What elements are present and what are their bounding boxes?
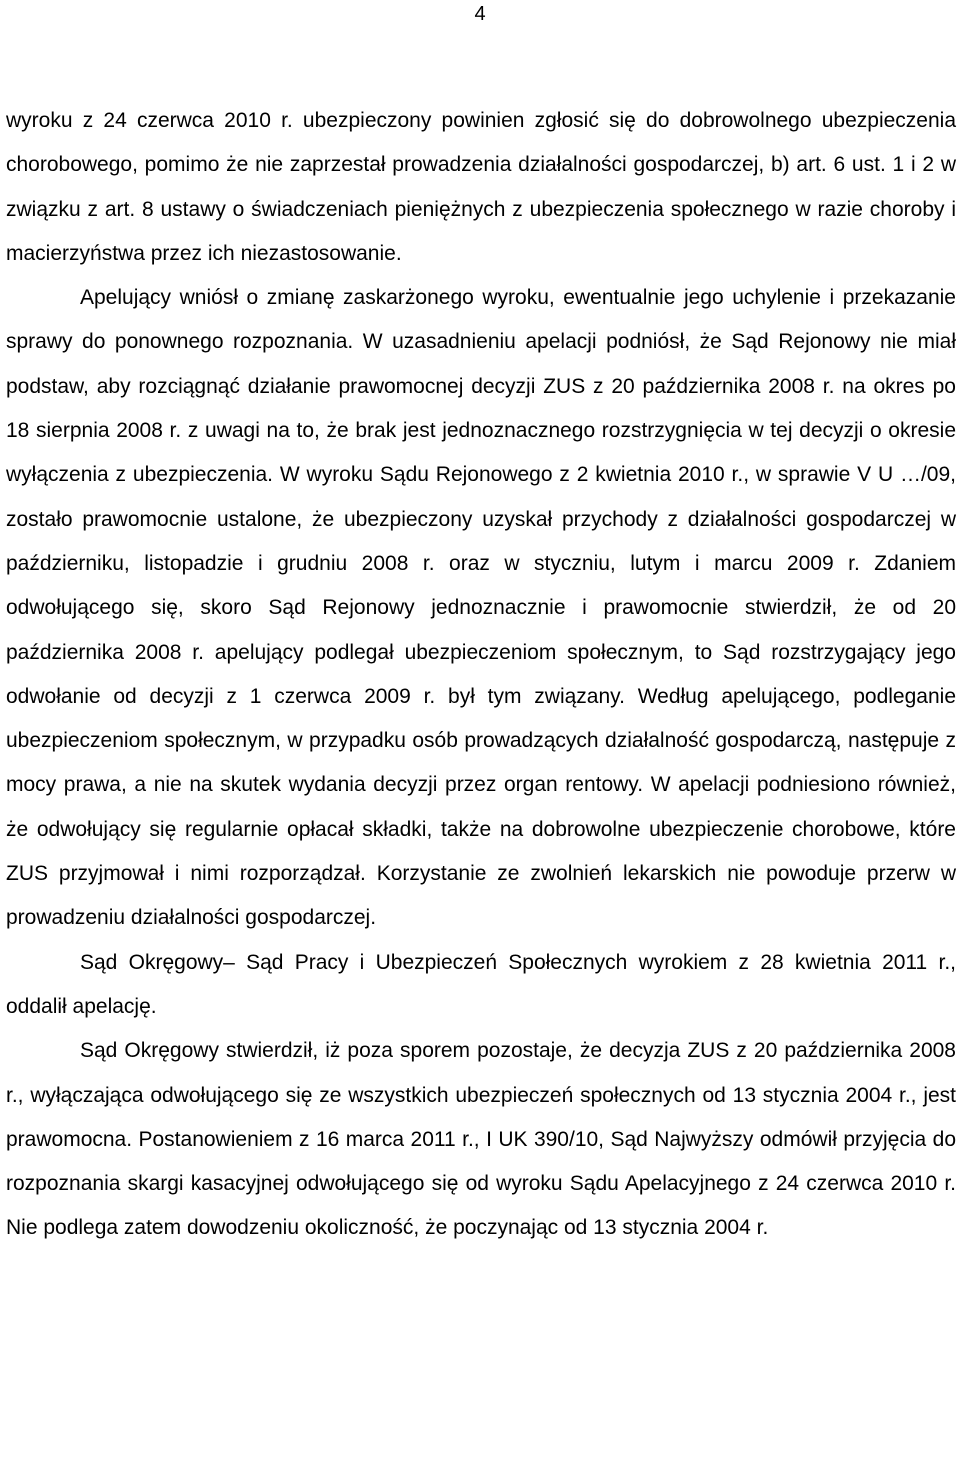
- paragraph-court-findings: Sąd Okręgowy stwierdził, iż poza sporem pozostaje, że decyzja ZUS z 20 października 2008 r., wyłączająca odwołującego się ze wszystkich ubezpieczeń społecznych od 13 stycznia 2004 r., jest prawomocna. Postanowieniem z 16 marca 2011 r., I UK 390/10, Sąd Najwyższy odmówił przyjęcia do rozpoznania skargi kasacyjnej odwołującego się od wyroku Sądu Apelacyjnego z 24 czerwca 2010 r. Nie podlega zatem dowodzeniu okoliczność, że poczynając od 13 stycznia 2004 r.: [6, 1039, 956, 1240]
- paragraph-appeal: Apelujący wniósł o zmianę zaskarżonego wyroku, ewentualnie jego uchylenie i przekazanie sprawy do ponownego rozpoznania. W uzasadnieniu apelacji podniósł, że Sąd Rejonowy nie miał podstaw, aby rozciągnąć działanie prawomocnej decyzji ZUS z 20 października 2008 r. na okres po 18 sierpnia 2008 r. z uwagi na to, że brak jest jednoznacznego rozstrzygnięcia w tej decyzji o okresie wyłączenia z ubezpieczenia. W wyroku Sądu Rejonowego z 2 kwietnia 2010 r., w sprawie V U …/09, zostało prawomocnie ustalone, że ubezpieczony uzyskał przychody z działalności gospodarczej w październiku, listopadzie i grudniu 2008 r. oraz w styczniu, lutym i marcu 2009 r. Zdaniem odwołującego się, skoro Sąd Rejonowy jednoznacznie i prawomocnie stwierdził, że od 20 października 2008 r. apelujący podlegał ubezpieczeniom społecznym, to Sąd rozstrzygający jego odwołanie od decyzji z 1 czerwca 2009 r. był tym związany. Według apelującego, podleganie ubezpieczeniom społecznym, w przypadku osób prowadzących działalność gospodarczą, następuje z mocy prawa, a nie na skutek wydania decyzji przez organ rentowy. W apelacji podniesiono również, że odwołujący się regularnie opłacał składki, także na dobrowolne ubezpieczenie chorobowe, które ZUS przyjmował i nimi rozporządzał. Korzystanie ze zwolnień lekarskich nie powoduje przerw w prowadzeniu działalności gospodarczej.: [6, 286, 956, 930]
- paragraph-continuation: wyroku z 24 czerwca 2010 r. ubezpieczony powinien zgłosić się do dobrowolnego ubezpieczenia chorobowego, pomimo że nie zaprzestał prowadzenia działalności gospodarczej, b) art. 6 ust. 1 i 2 w związku z art. 8 ustawy o świadczeniach pieniężnych z ubezpieczenia społecznego w razie choroby i macierzyństwa przez ich niezastosowanie.: [6, 109, 956, 265]
- paragraph-judgment: Sąd Okręgowy– Sąd Pracy i Ubezpieczeń Społecznych wyrokiem z 28 kwietnia 2011 r., oddalił apelację.: [6, 950, 956, 1018]
- document-body: [6, 99, 956, 1251]
- page-number: 4: [474, 3, 486, 25]
